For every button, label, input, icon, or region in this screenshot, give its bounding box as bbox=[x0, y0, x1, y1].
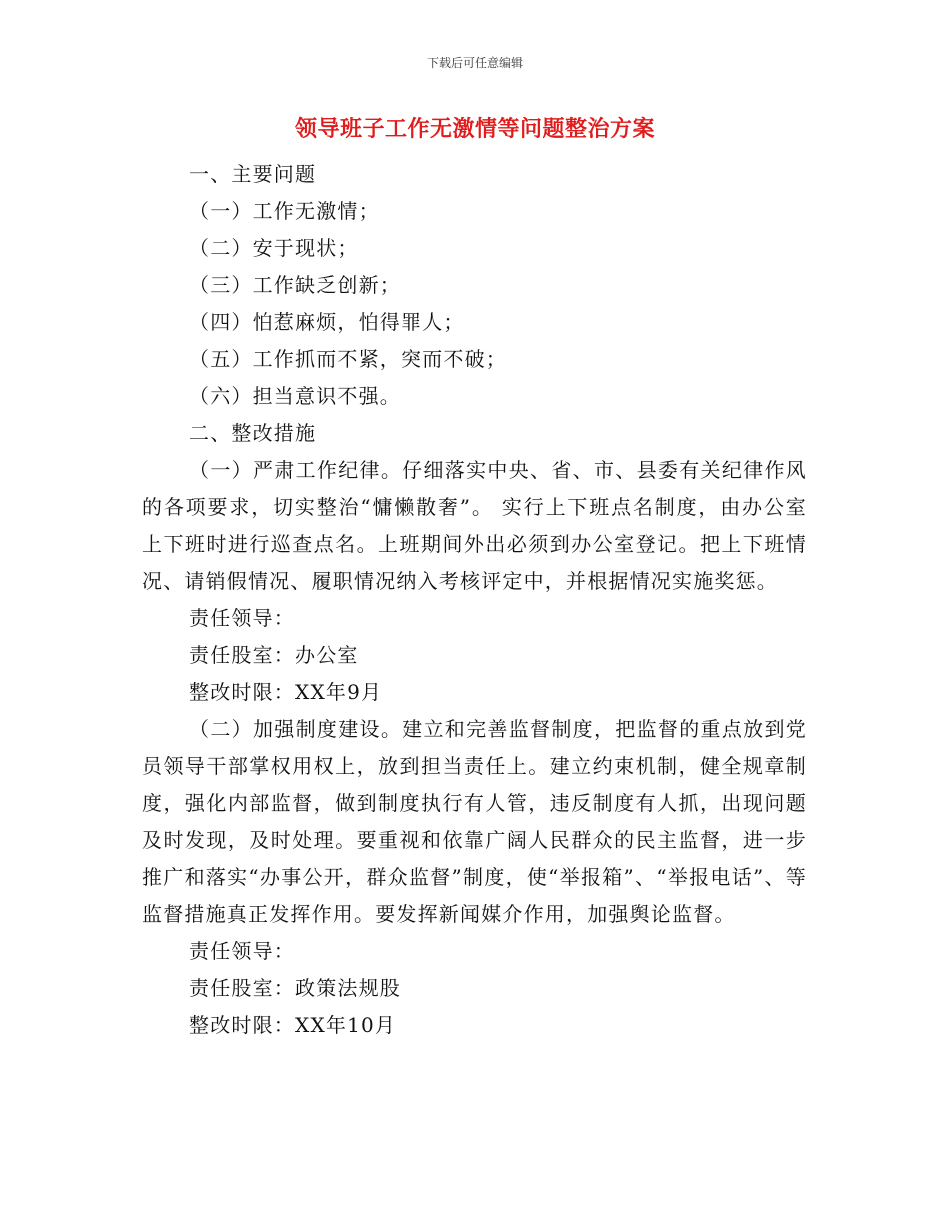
problem-item: （四）怕惹麻烦，怕得罪人； bbox=[189, 310, 465, 334]
problem-item: （二）安于现状； bbox=[189, 236, 359, 260]
document-body bbox=[142, 156, 807, 1044]
problem-item: （六）担当意识不强。 bbox=[189, 384, 401, 408]
header-note: 下载后可任意编辑 bbox=[426, 56, 523, 70]
problem-item: （三）工作缺乏创新； bbox=[189, 273, 401, 297]
responsible-department: 责任股室：政策法规股 bbox=[189, 976, 401, 1000]
measure-paragraph bbox=[142, 711, 807, 933]
rectification-deadline: 整改时限：XX年10月 bbox=[189, 1013, 397, 1037]
problem-item: （一）工作无激情； bbox=[189, 199, 380, 223]
measure-2-text: （二）加强制度建设。建立和完善监督制度，把监督的重点放到党员领导干部掌权用权上，放到担当责任上。建立约束机制，健全规章制度，强化内部监督，做到制度执行有人管，违反制度有人抓，出现问题及时发现，及时处理。要重视和依靠广阔人民群众的民主监督，进一步推广和落实“办事公开，群众监督”制度，使“举报箱”、“举报电话”、等监督措施真正发挥作用。要发挥新闻媒介作用，加强舆论监督。 bbox=[142, 717, 807, 926]
measure-1-text: （一）严肃工作纪律。仔细落实中央、省、市、县委有关纪律作风的各项要求，切实整治“慵懒散奢”。 实行上下班点名制度，由办公室上下班时进行巡查点名。上班期间外出必须到办公室登记。把上下班情况、请销假情况、履职情况纳入考核评定中，并根据情况实施奖惩。 bbox=[142, 458, 807, 593]
responsible-leader: 责任领导： bbox=[189, 939, 295, 963]
problem-item: （五）工作抓而不紧，突而不破； bbox=[189, 347, 507, 371]
document-title: 领导班子工作无激情等问题整治方案 bbox=[294, 116, 655, 142]
measure-paragraph bbox=[142, 452, 807, 600]
responsible-department: 责任股室：办公室 bbox=[189, 643, 359, 667]
section-heading-measures: 二、整改措施 bbox=[189, 421, 317, 445]
rectification-deadline: 整改时限：XX年9月 bbox=[189, 680, 383, 704]
responsible-leader: 责任领导： bbox=[189, 606, 295, 630]
section-heading-problems: 一、主要问题 bbox=[189, 162, 317, 186]
